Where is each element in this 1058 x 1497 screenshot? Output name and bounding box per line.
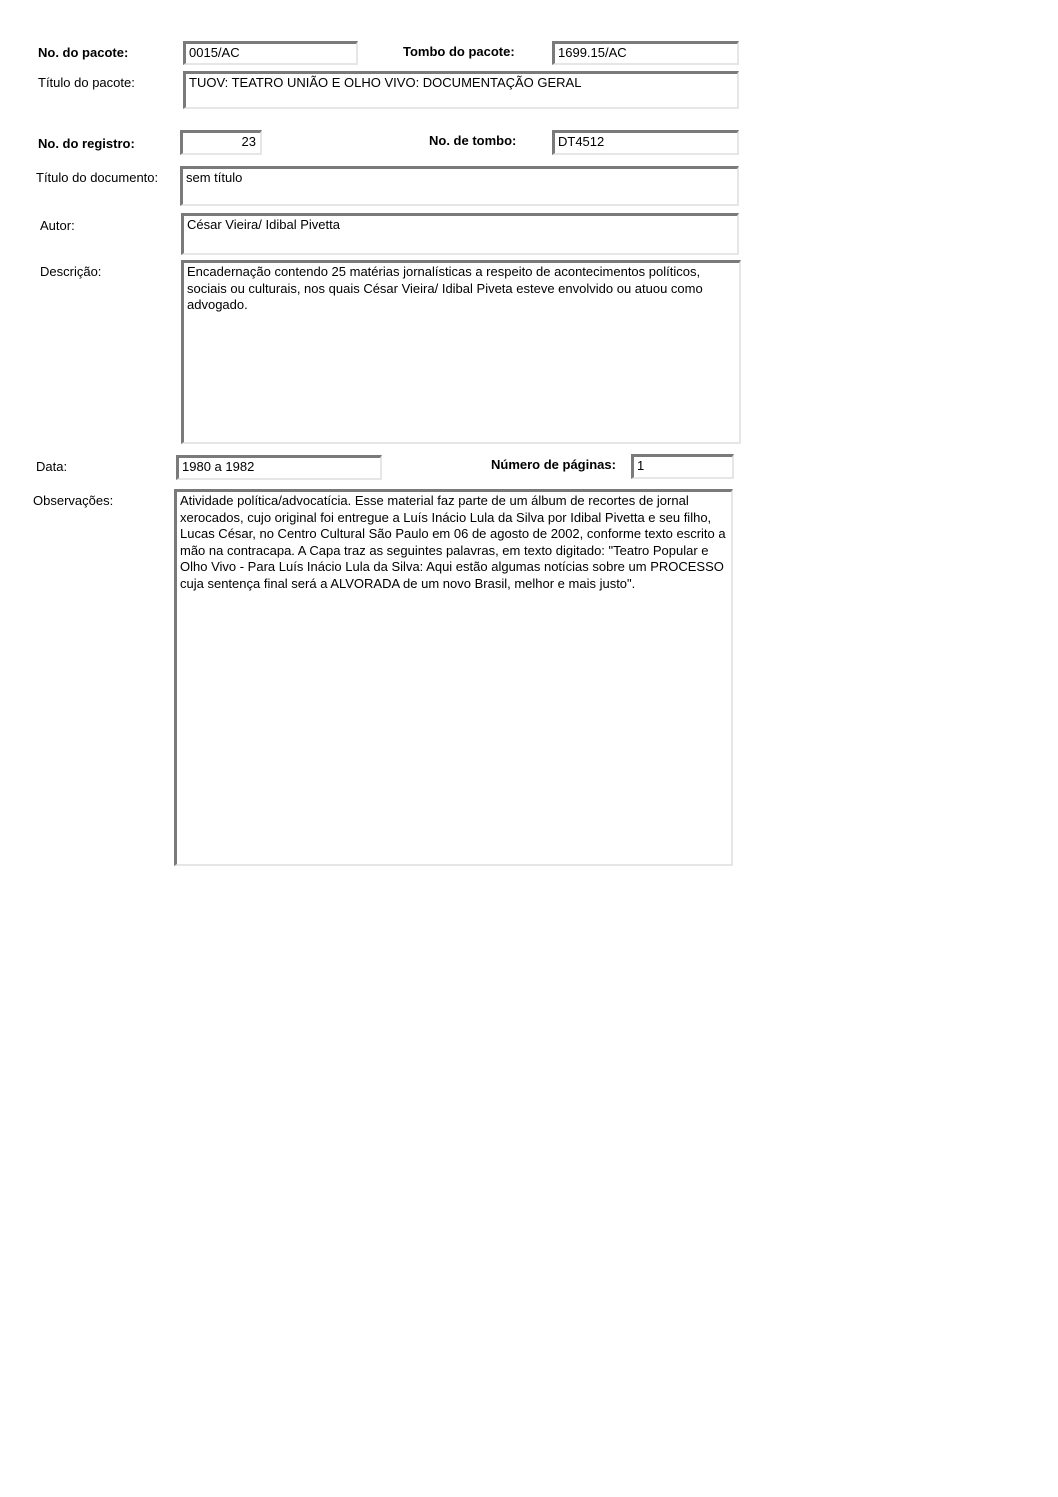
tombo-pacote-field[interactable]: 1699.15/AC — [552, 41, 739, 65]
numero-paginas-field[interactable]: 1 — [631, 454, 734, 479]
numero-paginas-label: Número de páginas: — [491, 457, 616, 472]
no-registro-field[interactable]: 23 — [180, 130, 262, 155]
no-pacote-label: No. do pacote: — [38, 45, 129, 60]
titulo-pacote-label: Título do pacote: — [38, 75, 135, 90]
no-pacote-field[interactable]: 0015/AC — [183, 41, 358, 65]
descricao-label: Descrição: — [40, 264, 102, 279]
tombo-pacote-label: Tombo do pacote: — [403, 44, 515, 59]
no-registro-label: No. do registro: — [38, 136, 135, 151]
no-tombo-label: No. de tombo: — [429, 133, 517, 148]
data-label: Data: — [36, 459, 68, 474]
titulo-documento-field[interactable]: sem título — [180, 166, 739, 206]
titulo-pacote-field[interactable]: TUOV: TEATRO UNIÃO E OLHO VIVO: DOCUMENTAÇÃO GERAL — [183, 71, 739, 109]
descricao-field[interactable]: Encadernação contendo 25 matérias jornalísticas a respeito de acontecimentos políticos, sociais ou culturais, nos quais César Vieira/ Idibal Piveta esteve envolvido ou atuou como advogado. — [181, 260, 741, 444]
observacoes-field[interactable]: Atividade política/advocatícia. Esse material faz parte de um álbum de recortes de jornal xerocados, cujo original foi entregue a Luís Inácio Lula da Silva por Idibal Pivetta e seu filho, Lucas César, no Centro Cultural São Paulo em 06 de agosto de 2002, conforme texto escrito a mão na contracapa. A Capa traz as seguintes palavras, em texto digitado: "Teatro Popular e Olho Vivo - Para Luís Inácio Lula da Silva: Aqui estão algumas notícias sobre um PROCESSO cuja sentença final será a ALVORADA de um novo Brasil, melhor e mais justo". — [174, 489, 733, 866]
observacoes-label: Observações: — [33, 493, 114, 508]
autor-label: Autor: — [40, 218, 75, 233]
no-tombo-field[interactable]: DT4512 — [552, 130, 739, 155]
autor-field[interactable]: César Vieira/ Idibal Pivetta — [181, 213, 739, 255]
titulo-documento-label: Título do documento: — [36, 170, 159, 185]
data-field[interactable]: 1980 a 1982 — [176, 455, 382, 480]
